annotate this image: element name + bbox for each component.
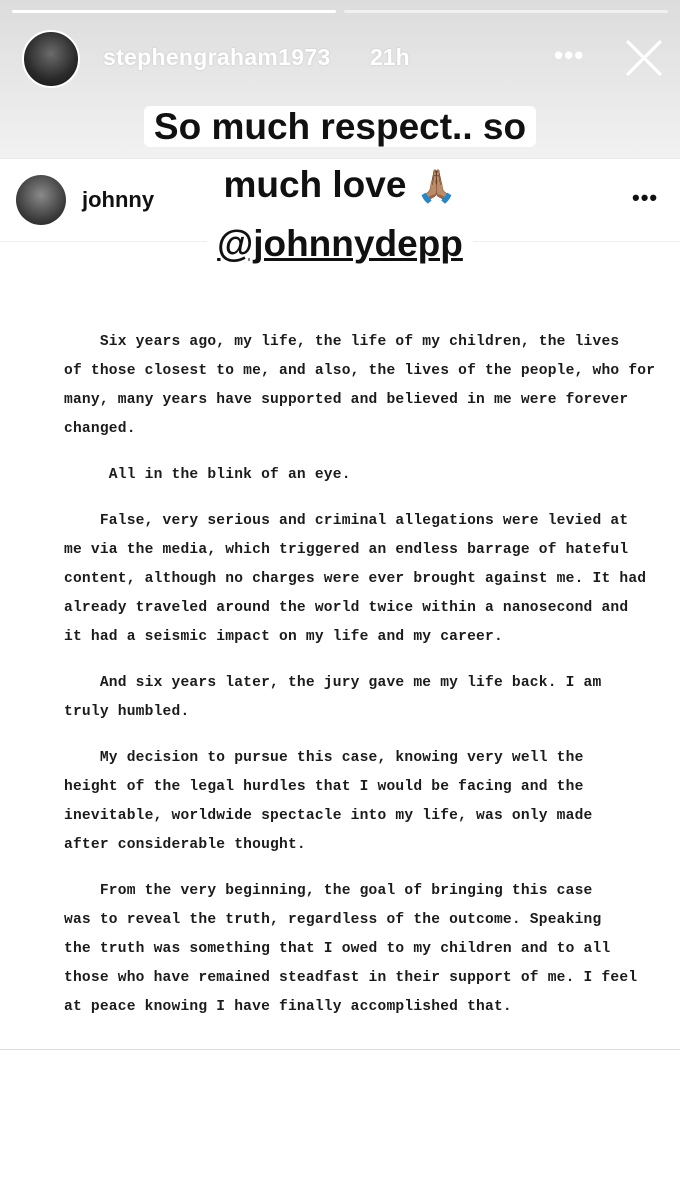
caption-sticker [0,98,680,273]
letter-paragraph: False, very serious and criminal allegations were levied at me via the media, which triggered an endless barrage of hateful content, although no charges were ever brought against me. It had already traveled around the world twice within a nanosecond and it had a seismic impact on my life and my career. [64,513,647,645]
letter-paragraph: Six years ago, my life, the life of my children, the lives of those closest to me, and also, the lives of the people, who many, many years have supported and believed in me were forever changed. [64,334,629,437]
story-progress [12,10,668,13]
post-more-icon[interactable]: ••• [632,185,659,210]
letter-paragraph: My decision to pursue this case, knowing very well the height of the legal hurdles that I would be facing and the inevitable, worldwide spectacle into my life, was only made after considerable thought. [64,750,593,853]
story-avatar[interactable] [22,30,80,88]
story-username[interactable]: stephengraham1973 [103,44,331,70]
post-username[interactable]: johnny [82,187,155,212]
praying-hands-icon: 🙏🏽 [416,168,457,204]
caption-line-1: So much respect.. so [144,106,536,147]
letter-text [64,328,647,1022]
caption-line-2: much love [223,164,407,205]
letter-paragraph: All in the blink of an eye. [64,467,351,483]
close-icon[interactable] [624,38,664,78]
progress-segment [12,10,336,13]
more-icon[interactable]: ••• [554,40,585,70]
mention-link[interactable]: @johnnydepp [217,223,463,264]
progress-segment [344,10,668,13]
story-timestamp: 21h [370,44,410,70]
letter-paragraph: And six years later, the jury gave me my life back. I am truly humbled. [64,675,602,720]
letter-paragraph: From the very beginning, the goal of bringing this case was to reveal the truth, regardless of the outcome. Speaking the truth was something that I owed to my children and to all those who have remained steadfast in their support of me. I feel at peace knowing I have finally accomplished that. [64,883,638,1015]
progress-fill [12,10,336,13]
